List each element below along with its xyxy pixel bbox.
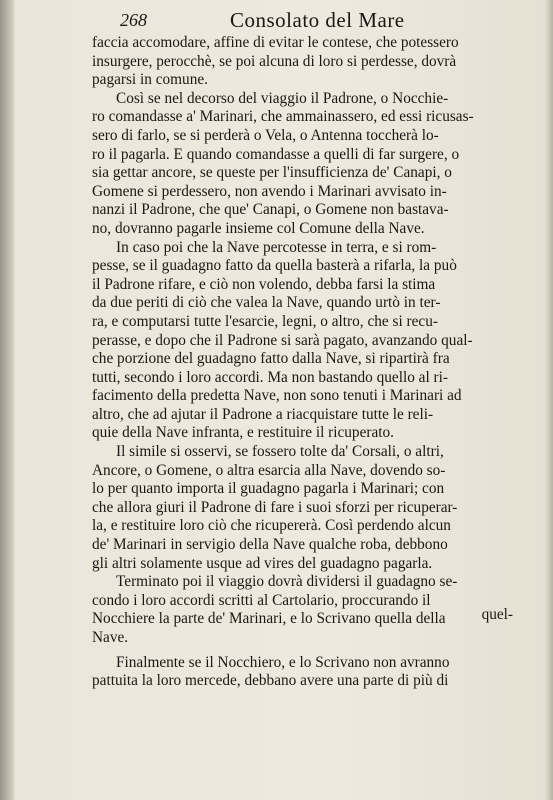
text-line: de' Marinari in servigio della Nave qualche roba, debbono xyxy=(92,536,448,554)
catchword: quel- xyxy=(481,606,513,623)
text-line: la, e restituire loro ciò che ricupererà. Così perdendo alcun xyxy=(92,517,451,535)
page-edge xyxy=(545,0,553,800)
text-line: pattuita la loro mercede, debbano avere una parte di più di xyxy=(92,672,449,690)
text-line: ro il pagarla. E quando comandasse a quelli di far surgere, o xyxy=(92,145,460,163)
text-line: pesse, se il guadagno fatto da quella basterà a rifarla, la può xyxy=(92,257,457,275)
text-line: condo i loro accordi scritti al Cartolario, proccurando il xyxy=(92,591,431,609)
text-line: insurgere, perocchè, se poi alcuna di loro si perdesse, dovrà xyxy=(92,52,457,70)
text-line: pagarsi in comune. xyxy=(92,71,208,89)
text-line: ro comandasse a' Marinari, che ammainassero, ed essi ricusas- xyxy=(92,108,474,126)
text-line: Nave. xyxy=(92,629,129,646)
text-line: Terminato poi il viaggio dovrà dividersi il guadagno se- xyxy=(116,573,458,591)
text-line: Il simile si osservi, se fossero tolte da' Corsali, o altri, xyxy=(116,443,444,461)
text-line: Gomene si perdessero, non avendo i Marinari avvisato in- xyxy=(92,182,447,200)
paragraph xyxy=(92,90,517,239)
text-line: perasse, e dopo che il Padrone si sarà pagato, avanzando qual- xyxy=(92,331,473,349)
text-line: da due periti di ciò che valea la Nave, quando urtò in ter- xyxy=(92,294,441,312)
gutter-shadow xyxy=(0,0,14,800)
text-line: sia gettar ancore, se queste per l'insufficienza de' Canapi, o xyxy=(92,164,452,182)
page-number: 268 xyxy=(120,10,147,30)
text-line: Finalmente se il Nocchiero, e lo Scrivano non avranno xyxy=(116,653,450,671)
paragraph xyxy=(92,34,517,90)
text-line: che allora giuri il Padrone di fare i suoi sforzi per ricuperar- xyxy=(92,498,458,516)
text-line: lo per quanto importa il guadagno pagarla i Marinari; con xyxy=(92,480,445,498)
paragraph xyxy=(92,573,517,647)
text-line: che porzione del guadagno fatto dalla Nave, si ripartirà fra xyxy=(92,350,450,368)
text-line: In caso poi che la Nave percotesse in terra, e si rom- xyxy=(116,238,437,256)
paragraph xyxy=(92,239,517,444)
text-line: Così se nel decorso del viaggio il Padrone, o Nocchie- xyxy=(116,89,449,107)
text-line: gli altri solamente usque ad vires del guadagno pagarla. xyxy=(92,554,433,572)
text-line: faccia accomodare, affine di evitar le contese, che potessero xyxy=(92,34,459,51)
text-line: Ancore, o Gomene, o altra esarcia alla Nave, dovendo so- xyxy=(92,461,446,479)
text-line: altro, che ad ajutar il Padrone a riacquistare tutte le reli- xyxy=(92,405,434,423)
paragraph xyxy=(92,443,517,573)
running-head: Consolato del Mare xyxy=(230,8,405,32)
text-line: ra, e computarsi tutte l'esarcie, legni, o altro, che si recu- xyxy=(92,312,438,330)
text-line: facimento della predetta Nave, non sono tenuti i Marinari ad xyxy=(92,387,462,405)
text-line: Nocchiere la parte de' Marinari, e lo Scrivano quella della xyxy=(92,610,446,628)
text-line: sero di farlo, se si perderà o Vela, o Antenna toccherà lo- xyxy=(92,126,439,144)
paragraph xyxy=(92,654,517,691)
page-header xyxy=(0,6,553,34)
text-line: quie della Nave infranta, e restituire il ricuperato. xyxy=(92,424,394,442)
text-line: no, dovranno pagarle insieme col Comune della Nave. xyxy=(92,219,425,237)
body-text xyxy=(92,34,517,691)
text-line: nanzi il Padrone, che que' Canapi, o Gomene non bastava- xyxy=(92,201,449,219)
text-line: il Padrone rifare, e ciò non volendo, debba farsi la stima xyxy=(92,275,436,293)
text-line: tutti, secondo i loro accordi. Ma non bastando quello al ri- xyxy=(92,368,448,386)
